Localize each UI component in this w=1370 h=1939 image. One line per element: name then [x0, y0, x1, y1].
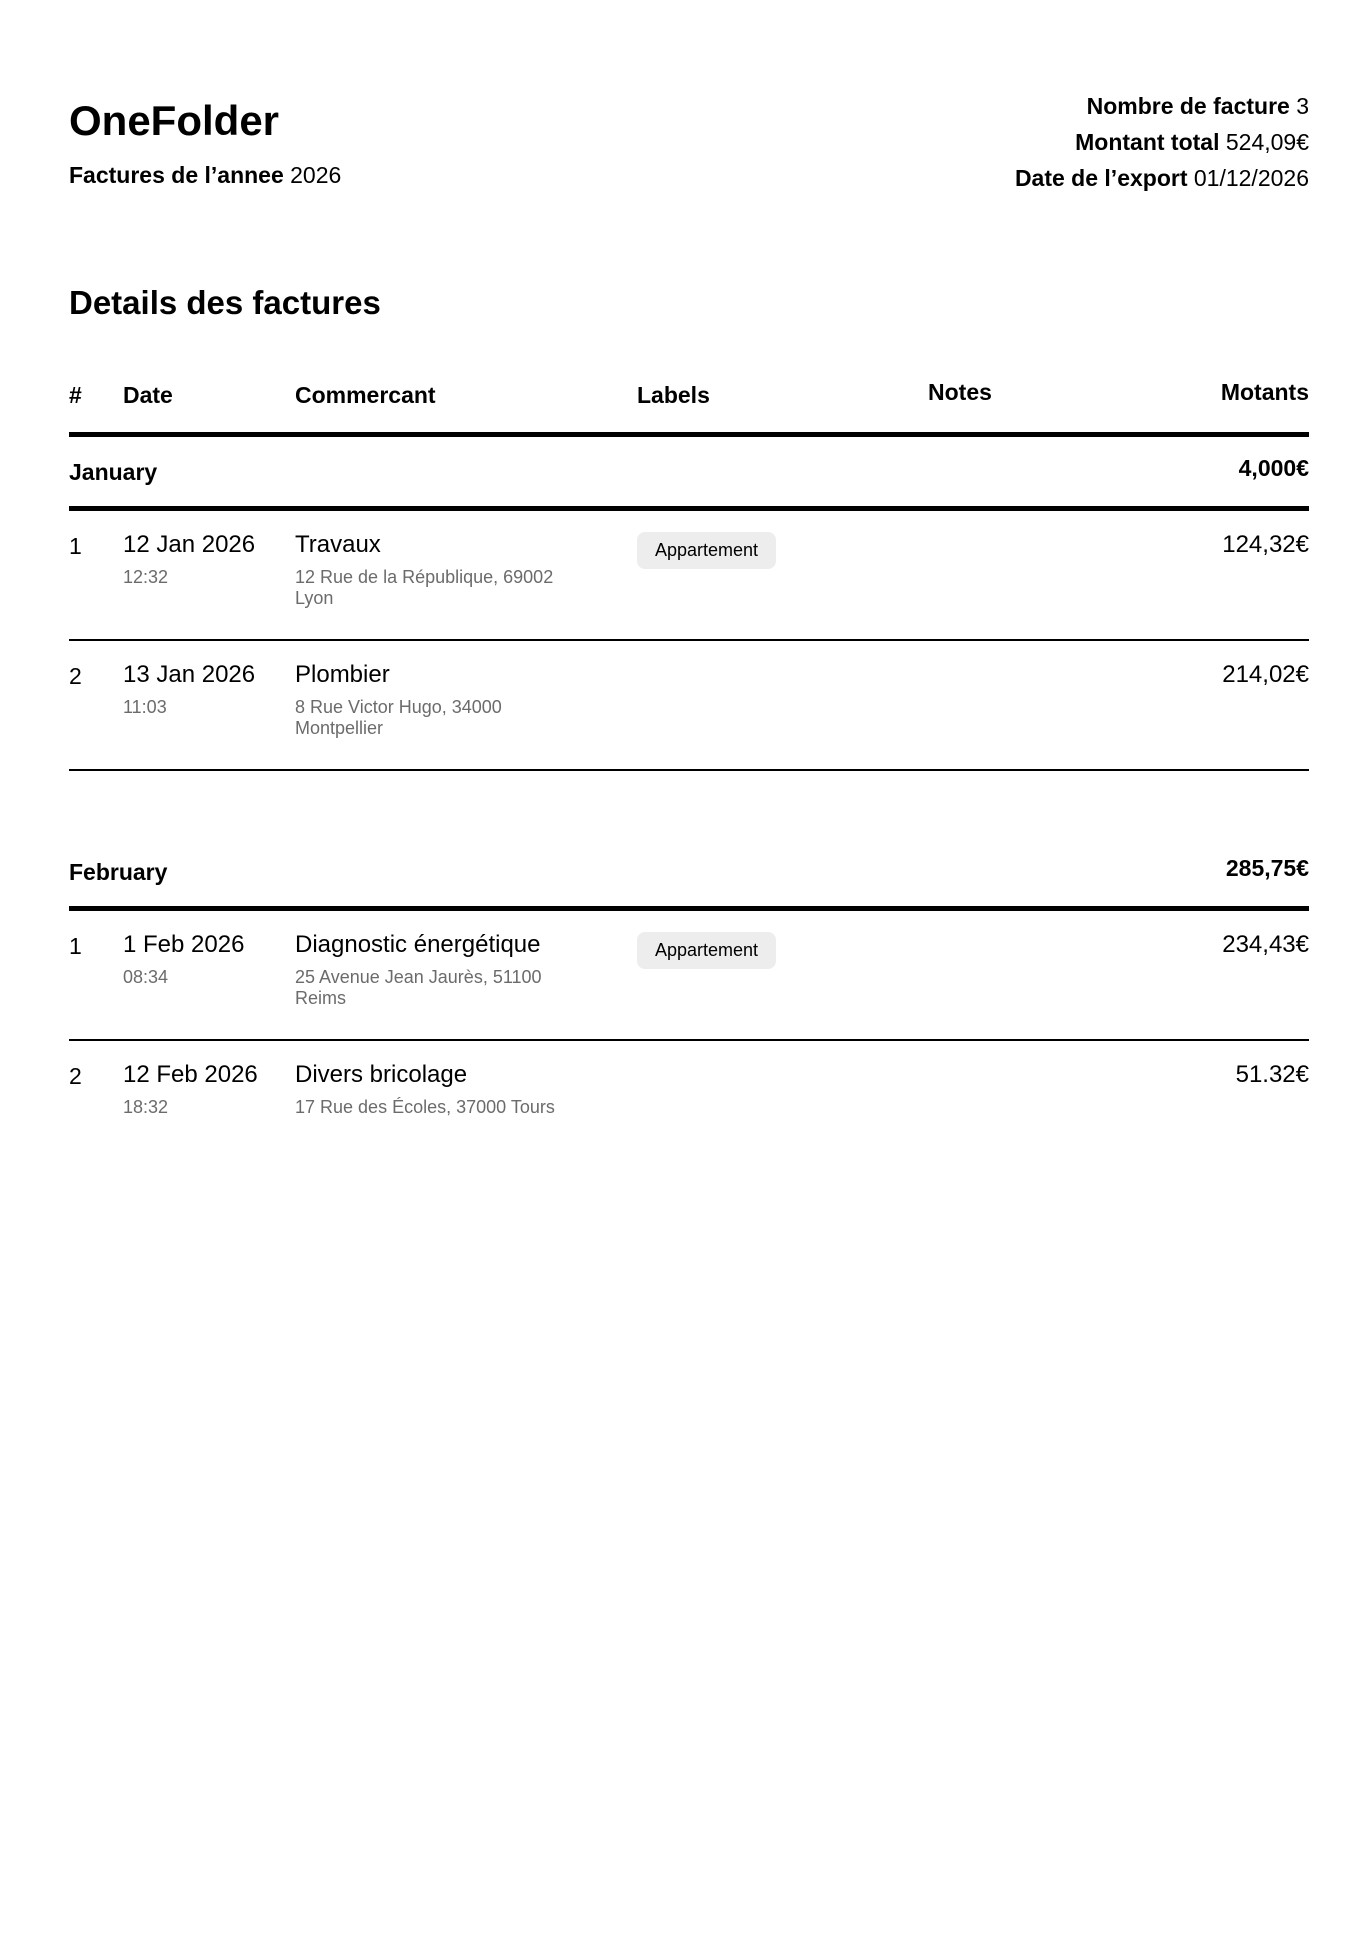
row-amount: 124,32€ [1222, 531, 1309, 558]
row-date: 13 Jan 2026 [123, 661, 256, 688]
label-badge: Appartement [637, 932, 776, 969]
row-time: 08:34 [123, 967, 169, 987]
row-number: 1 [69, 933, 82, 959]
table-row [69, 511, 1309, 641]
summary-export-date [1015, 160, 1309, 196]
row-address: 17 Rue des Écoles, 37000 Tours [295, 1097, 555, 1117]
row-merchant: Diagnostic énergétique [295, 931, 541, 958]
row-amount: 51.32€ [1235, 1061, 1309, 1088]
row-address: 12 Rue de la République, 69002 Lyon [295, 567, 554, 608]
row-merchant: Divers bricolage [295, 1061, 468, 1088]
header-left [69, 92, 341, 189]
summary-label: Montant total [1075, 129, 1220, 155]
column-header-num: # [69, 382, 82, 408]
row-merchant: Travaux [295, 531, 381, 558]
year-label: Factures de l’annee [69, 162, 284, 188]
summary-value: 524,09€ [1225, 129, 1309, 155]
column-header-merchant: Commercant [295, 382, 436, 408]
invoice-table [69, 376, 1309, 1169]
month-name: February [69, 859, 168, 885]
row-date: 12 Feb 2026 [123, 1061, 258, 1088]
row-address: 25 Avenue Jean Jaurès, 51100 Reims [295, 967, 542, 1008]
row-time: 18:32 [123, 1097, 169, 1117]
row-date: 12 Jan 2026 [123, 531, 256, 558]
table-header [69, 376, 1309, 437]
month-spacer [69, 771, 1309, 837]
row-amount: 234,43€ [1222, 931, 1309, 958]
month-total: 4,000€ [1238, 455, 1309, 481]
year-line [69, 162, 341, 189]
row-address: 8 Rue Victor Hugo, 34000 Montpellier [295, 697, 502, 738]
summary-label: Date de l’export [1014, 165, 1188, 191]
column-header-labels: Labels [637, 382, 710, 408]
month-group-header [69, 437, 1309, 511]
year-value: 2026 [290, 162, 342, 188]
month-total: 285,75€ [1225, 855, 1309, 881]
label-badge: Appartement [637, 532, 776, 569]
section-title: Details des factures [69, 284, 381, 321]
row-merchant: Plombier [295, 661, 390, 688]
row-time: 11:03 [123, 697, 167, 717]
summary-label: Nombre de facture [1086, 93, 1290, 119]
table-row [69, 641, 1309, 771]
summary-invoice-count [1015, 88, 1309, 124]
summary-value: 3 [1296, 93, 1309, 119]
month-group-header [69, 837, 1309, 911]
app-title: OneFolder [69, 97, 280, 144]
row-date: 1 Feb 2026 [123, 931, 245, 958]
summary-total-amount [1015, 124, 1309, 160]
column-header-amount: Motants [1220, 379, 1309, 405]
row-number: 2 [69, 663, 82, 689]
table-row [69, 1041, 1309, 1169]
row-number: 2 [69, 1063, 82, 1089]
summary-value: 01/12/2026 [1193, 165, 1309, 191]
row-number: 1 [69, 533, 82, 559]
month-name: January [69, 459, 158, 485]
column-header-notes: Notes [928, 379, 992, 405]
row-amount: 214,02€ [1222, 661, 1309, 688]
row-time: 12:32 [123, 567, 169, 587]
export-summary [1015, 88, 1309, 196]
table-row [69, 911, 1309, 1041]
column-header-date: Date [123, 382, 173, 408]
